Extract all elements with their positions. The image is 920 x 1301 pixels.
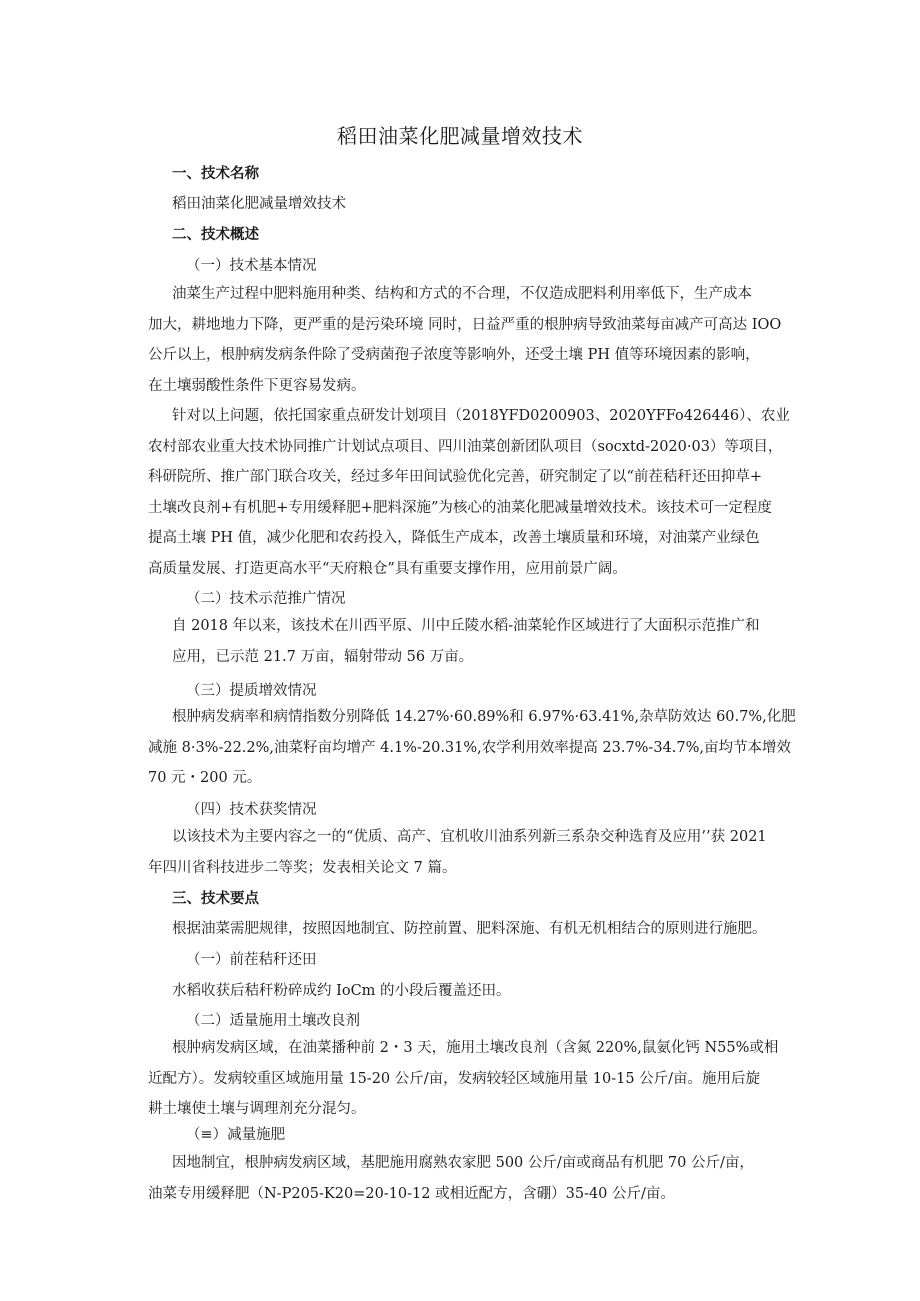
subsection-straw-return: （一）前茬秸秆还田 — [186, 952, 317, 968]
text-line: 减施 8·3%-22.2%,油菜籽亩均增产 4.1%-20.31%,农学利用效率提高 23.7%-34.7%,亩均节本增效 — [148, 739, 792, 756]
section-1-heading: 一、技术名称 — [172, 166, 259, 182]
paragraph-projects — [148, 401, 792, 584]
text-line: 因地制宜，根肿病发病区域，基肥施用腐熟农家肥 500 公斤/亩或商品有机肥 70 公斤/亩， — [172, 1155, 754, 1171]
subsection-demo: （二）技术示范推广情况 — [186, 591, 346, 607]
text-line: 在土壤弱酸性条件下更容易发病。 — [148, 377, 366, 394]
text-line: 近配方）。发病较重区域施用量 15-20 公斤/亩，发病较轻区域施用量 10-15 公斤/亩。施用后旋 — [148, 1070, 761, 1087]
fertilization-principle-text: 根据油菜需肥规律，按照因地制宜、防控前置、肥料深施、有机无机相结合的原则进行施肥。 — [172, 921, 767, 937]
paragraph-reduced-fertilization — [148, 1148, 792, 1209]
text-line: 以该技术为主要内容之一的“优质、高产、宜机收川油系列新三系杂交种选育及应用’’获 2021 — [172, 829, 767, 845]
text-line: 科研院所、推广部门联合攻关，经过多年田间试验优化完善，研究制定了以“前茬秸秆还田抑草+ — [148, 469, 763, 485]
text-line: 根肿病发病区域，在油菜播种前 2・3 天，施用土壤改良剂（含氮 220%,鼠氨化钙 N55%或相 — [172, 1040, 779, 1056]
subsection-efficiency: （三）提质增效情况 — [186, 683, 317, 699]
text-line: 70 元・200 元。 — [148, 770, 262, 786]
text-line: 土壤改良剂+有机肥+专用缓释肥+肥料深施”为核心的油菜化肥减量增效技术。该技术可一定程度 — [148, 499, 772, 516]
text-line: 公斤以上，根肿病发病条件除了受病菌孢子浓度等影响外，还受土壤 PH 值等环境因素的影响， — [148, 347, 760, 363]
document-title: 稻田油菜化肥减量增效技术 — [337, 124, 583, 148]
subsection-reduced-fertilization: （≡）减量施肥 — [186, 1127, 286, 1143]
subsection-soil-amendment: （二）适量施用土壤改良剂 — [186, 1013, 360, 1029]
paragraph-efficiency — [148, 702, 796, 794]
section-3-heading: 三、技术要点 — [172, 891, 259, 907]
text-line: 加大，耕地地力下降，更严重的是污染环境 同时，日益严重的根肿病导致油菜每亩减产可高达 IOO — [148, 316, 782, 333]
text-line: 农村部农业重大技术协同推广计划试点项目、四川油菜创新团队项目（socxtd-2020·03）等项目， — [148, 438, 783, 455]
section-2-heading: 二、技术概述 — [172, 227, 259, 243]
paragraph-demo — [172, 611, 792, 672]
text-line: 年四川省科技进步二等奖；发表相关论文 7 篇。 — [148, 859, 457, 876]
text-line: 针对以上问题，依托国家重点研发计划项目（2018YFD0200903、2020YFFo426446）、农业 — [172, 408, 790, 424]
text-line: 耕土壤使土壤与调理剂充分混匀。 — [148, 1101, 366, 1117]
technology-name-text: 稻田油菜化肥减量增效技术 — [172, 196, 346, 212]
text-line: 油菜专用缓释肥（N-P205-K20=20-10-12 或相近配方，含硼）35-40 公斤/亩。 — [148, 1185, 675, 1202]
text-line: 提高土壤 PH 值，减少化肥和农药投入，降低生产成本，改善土壤质量和环境，对油菜产业绿色 — [148, 530, 760, 546]
paragraph-awards — [148, 822, 792, 883]
straw-return-text: 水稻收获后秸秆粉碎成约 IoCm 的小段后覆盖还田。 — [172, 983, 511, 999]
text-line: 油菜生产过程中肥料施用种类、结构和方式的不合理，不仅造成肥料利用率低下，生产成本 — [172, 286, 752, 302]
subsection-basic-info: （一）技术基本情况 — [186, 258, 317, 274]
subsection-awards: （四）技术获奖情况 — [186, 802, 317, 818]
paragraph-soil-amendment — [148, 1033, 792, 1125]
text-line: 根肿病发病率和病情指数分别降低 14.27%·60.89%和 6.97%·63.41%,杂草防效达 60.7%,化肥 — [172, 709, 796, 725]
paragraph-basic-info — [148, 279, 792, 401]
text-line: 应用，已示范 21.7 万亩，辐射带动 56 万亩。 — [172, 648, 474, 665]
text-line: 自 2018 年以来，该技术在川西平原、川中丘陵水稻-油菜轮作区域进行了大面积示范推广和 — [172, 618, 760, 634]
text-line: 高质量发展、打造更高水平“天府粮仓”具有重要支撑作用，应用前景广阔。 — [148, 560, 627, 577]
